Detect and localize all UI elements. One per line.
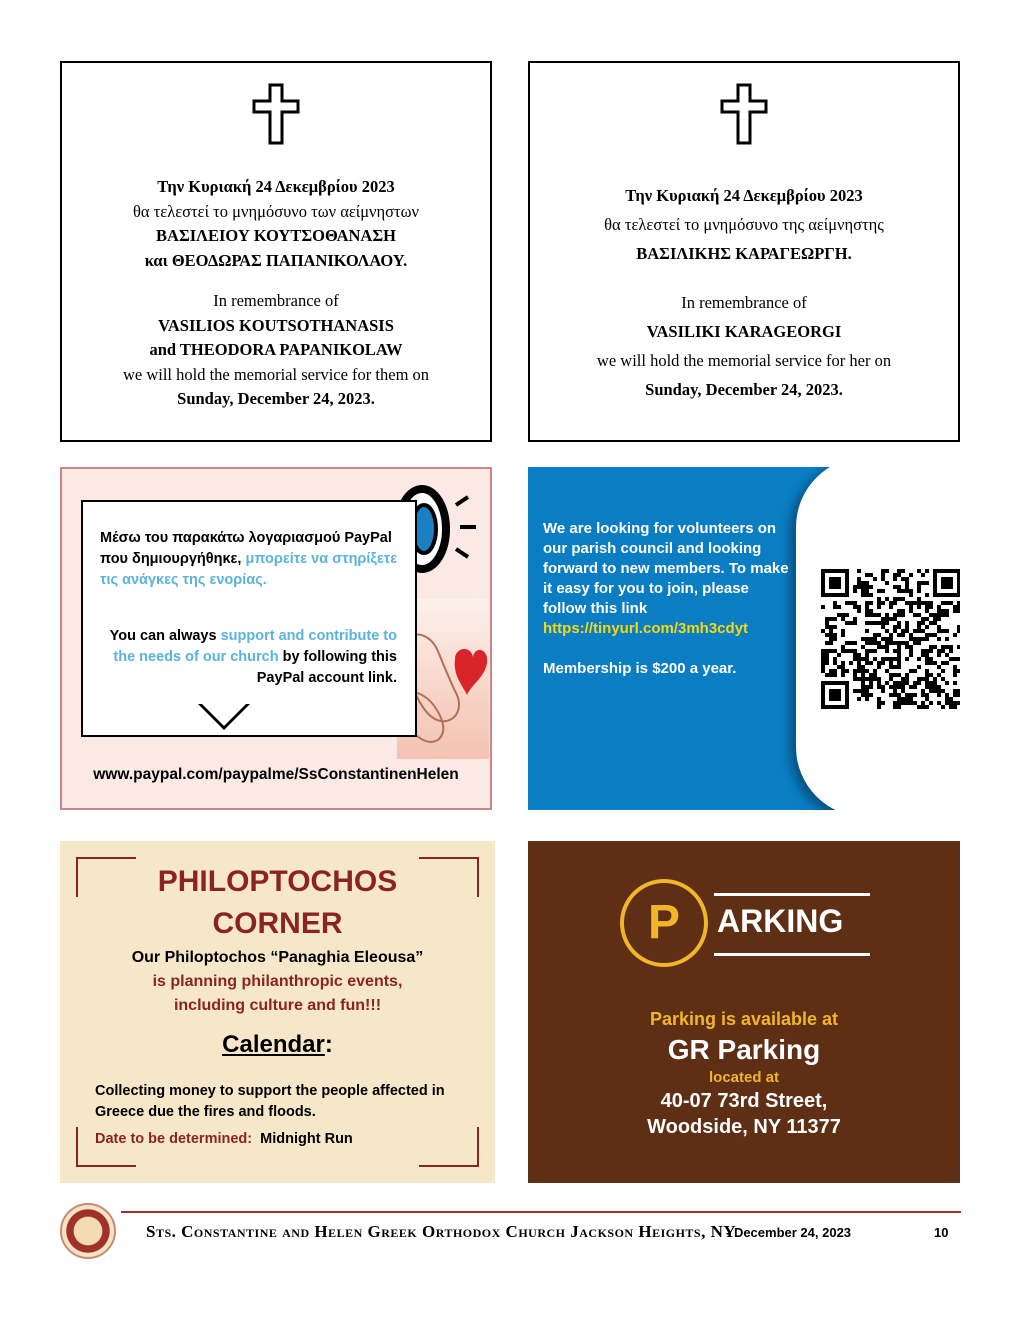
calendar-colon: : [324,1031,333,1058]
paypal-english-plain1: You can always [109,628,217,644]
philoptochos-line2: is planning philanthropic events, [152,973,403,990]
parking-address-city: Woodside, NY 11377 [647,1116,841,1138]
paypal-greek-highlight: μπορείτε να στηρίξετε τις ανάγκες της ενορίας. [100,551,398,588]
memorial-english-name1: VASILIOS KOUTSOTHANASIS [158,315,394,335]
page-number: 10 [934,1225,949,1240]
paypal-greek-plain: Μέσω του παρακάτω λογαριασμού PayPal που δημιουργήθηκε, [100,530,392,567]
philoptochos-intro [60,946,495,1018]
philoptochos-title-line2: CORNER [212,907,343,940]
paypal-greek-text [100,528,400,591]
paypal-link[interactable]: www.paypal.com/paypalme/SsConstantinenHelen [93,766,459,783]
volunteer-box [528,467,960,810]
memorial-english-name1: VASILIKI KARAGEORGI [646,322,842,341]
philoptochos-line3: including culture and fun!!! [173,997,382,1014]
divider-bottom [714,953,870,956]
paypal-english-text [97,626,397,689]
footer-date: - December 24, 2023 [726,1225,852,1240]
parking-box [528,841,960,1183]
philoptochos-box [60,841,495,1183]
memorial-notice-left [60,61,492,442]
parking-address-street: 40-07 73rd Street, [660,1090,828,1112]
speech-bubble [81,500,417,737]
divider-top [714,893,870,896]
calendar-date-label: Date to be determined: [95,1131,253,1147]
memorial-english-date: Sunday, December 24, 2023. [645,380,843,399]
philoptochos-title [60,861,495,945]
philoptochos-line1: Our Philoptochos “Panaghia Eleousa” [131,949,424,966]
qr-code-icon[interactable] [821,569,960,709]
calendar-date [95,1131,475,1147]
memorial-greek-line1: Την Κυριακή 24 Δεκεμβρίου 2023 [157,177,395,196]
footer-divider [121,1211,961,1213]
parking-heading: ARKING [717,903,844,939]
philoptochos-title-line1: PHILOPTOCHOS [157,865,398,898]
memorial-greek-line2: θα τελεστεί το μνημόσυνο των αείμνηστων [133,201,419,221]
memorial-greek-line2: θα τελεστεί το μνημόσυνο της αείμνηστης [604,215,884,234]
parking-line1: Parking is available at [649,1009,839,1029]
memorial-greek-name2: και ΘΕΟΔΩΡΑΣ ΠΑΠΑΝΙΚΟΛΑΟΥ. [144,250,408,270]
church-seal-logo [60,1203,116,1259]
memorial-english-line1: In remembrance of [213,291,339,310]
footer-church-name: Sts. Constantine and Helen Greek Orthodox Church Jackson Heights, NY [146,1222,737,1241]
parking-details [528,1006,960,1140]
parking-p-icon: P [620,879,708,967]
membership-fee: Membership is $200 a year. [543,660,737,677]
paypal-english-highlight: support and contribute to the needs of our church [113,628,397,665]
memorial-english-line2: we will hold the memorial service for her on [596,351,892,370]
cross-icon [251,83,301,145]
memorial-english-date: Sunday, December 24, 2023. [177,389,375,408]
memorial-english-line2: we will hold the memorial service for them on [122,364,430,384]
calendar-item: Collecting money to support the people affected in Greece due the fires and floods. [95,1083,445,1120]
volunteer-message: We are looking for volunteers on our parish council and looking forward to new members. To make it easy for you to join, please follow this link [543,520,789,617]
paypal-donation-box [60,467,492,810]
memorial-greek-name1: ΒΑΣΙΛΕΙΟΥ ΚΟΥΤΣΟΘΑΝΑΣΗ [156,226,396,245]
memorial-notice-right [528,61,960,442]
paypal-english-plain2: by following this PayPal account link. [256,649,397,686]
parking-line3: located at [708,1069,780,1086]
bubble-tail-fill [200,702,248,726]
calendar-date-event: Midnight Run [260,1131,353,1147]
memorial-greek-line1: Την Κυριακή 24 Δεκεμβρίου 2023 [625,186,863,205]
parking-name: GR Parking [667,1034,821,1065]
calendar-heading [60,1031,495,1059]
cross-icon [719,83,769,145]
memorial-greek-name1: ΒΑΣΙΛΙΚΗΣ ΚΑΡΑΓΕΩΡΓΗ. [636,244,852,263]
calendar-label: Calendar [222,1031,325,1058]
volunteer-text [543,519,793,679]
volunteer-link[interactable]: https://tinyurl.com/3mh3cdyt [543,620,749,637]
memorial-english-line1: In remembrance of [681,293,807,312]
memorial-english-name2: and THEODORA PAPANIKOLAW [149,340,403,359]
